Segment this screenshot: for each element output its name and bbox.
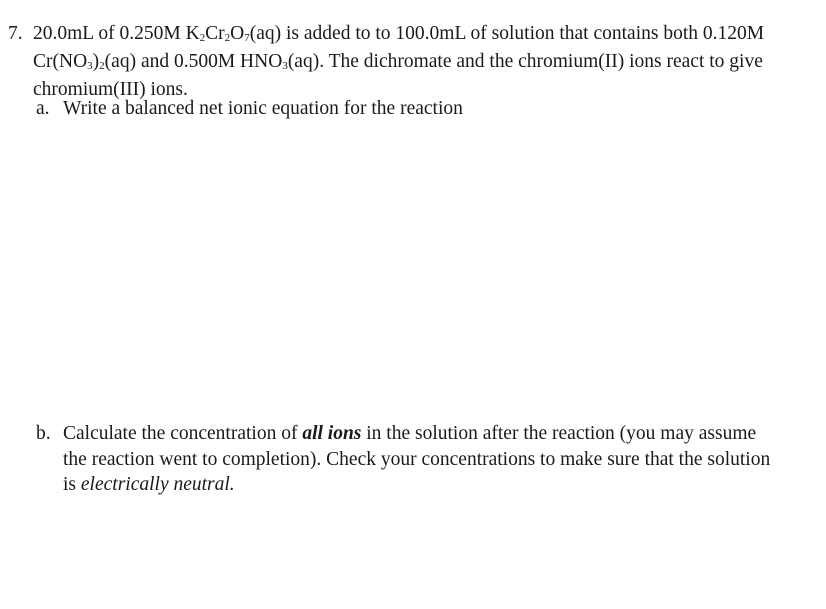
cr-text: Cr: [205, 23, 225, 44]
part-a-text: Write a balanced net ionic equation for the reaction: [63, 98, 463, 119]
part-b: [36, 421, 776, 498]
question-number: 7.: [8, 23, 23, 44]
intro-text-4: (aq). The dichromate and the chromium(II) ions react to give chromium(III) ions.: [33, 51, 763, 100]
part-b-emphasis-all-ions: all ions: [302, 423, 362, 444]
question-7: [8, 21, 808, 102]
intro-text-1: 20.0mL of 0.250M K: [33, 23, 200, 44]
part-b-text: [63, 421, 776, 498]
part-b-emphasis-neutral: electrically neutral.: [80, 474, 235, 495]
k-subscript: 2: [199, 32, 206, 44]
o-subscript: 7: [244, 32, 250, 44]
question-statement: [33, 21, 808, 102]
no3-subscript: 3: [87, 60, 93, 72]
part-a: [36, 96, 776, 122]
hno3-subscript: 3: [282, 60, 288, 72]
part-b-letter: b.: [36, 423, 51, 444]
part-b-text-1: Calculate the concentration of: [63, 423, 303, 444]
cr-subscript: 2: [224, 32, 231, 44]
paren-subscript: 2: [99, 60, 105, 72]
part-a-letter: a.: [36, 98, 50, 119]
part-b-text-2: in the solution after the reaction (you may assume the reaction went to completion). Check your concentrations to make sure that the solution is: [63, 423, 771, 495]
intro-text-3: (aq) and 0.500M HNO: [104, 51, 283, 72]
intro-text-2: (aq) is added to to 100.0mL of solution that contains both 0.120M Cr(NO: [33, 23, 765, 72]
paren-close: ): [92, 51, 100, 72]
o-text: O: [230, 23, 245, 44]
